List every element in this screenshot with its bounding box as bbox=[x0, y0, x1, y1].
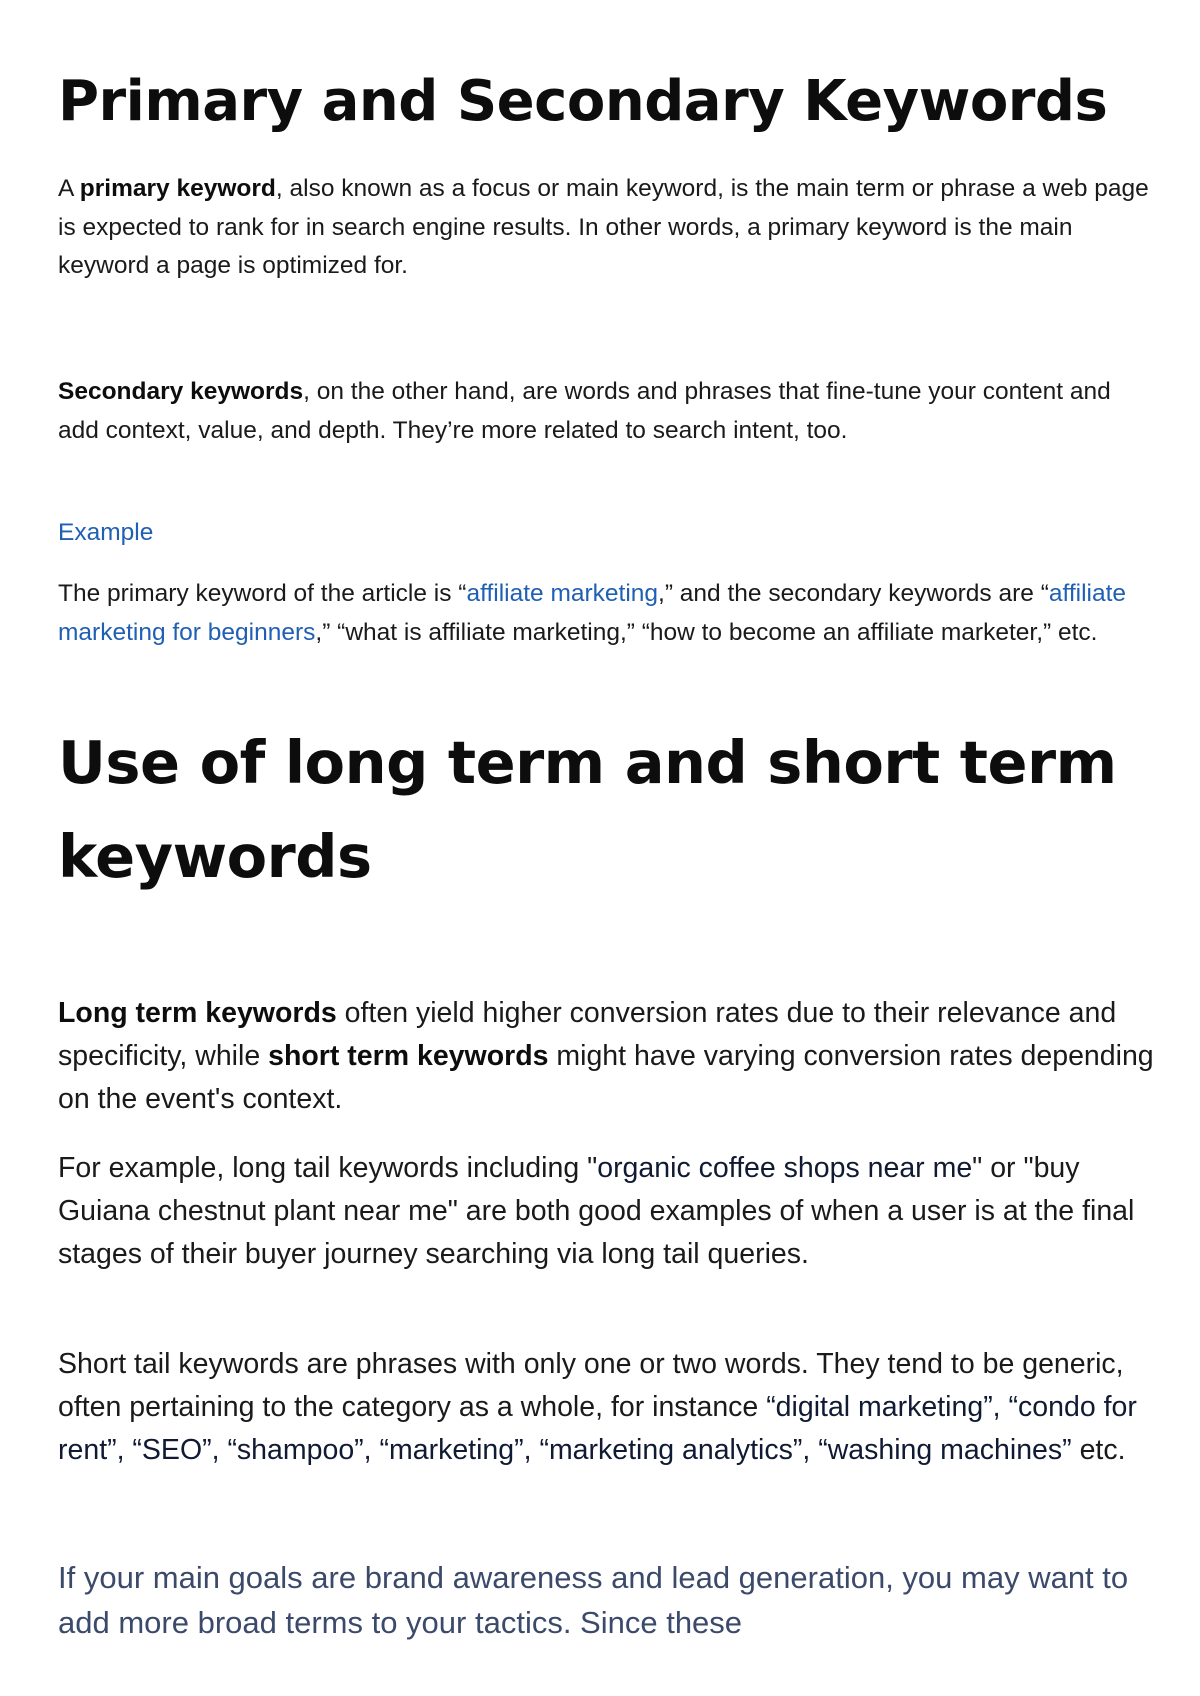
highlight-short-tail-examples: “digital marketing”, “condo for rent”, “SEO”, “shampoo”, “marketing”, “marketing analytics”, “washing machines” bbox=[58, 1391, 1137, 1466]
example-paragraph bbox=[58, 575, 1158, 652]
primary-keyword-paragraph bbox=[58, 170, 1158, 286]
link-affiliate-marketing[interactable]: affiliate marketing bbox=[466, 580, 659, 607]
text-span: etc. bbox=[1071, 1434, 1126, 1466]
text-span: For example, long tail keywords including " bbox=[58, 1152, 598, 1184]
text-span: , on the other hand, are words and phrases that fine-tune your content and add context, value, and depth. They’re more related to search intent, too. bbox=[58, 378, 1111, 444]
example-label: Example bbox=[58, 519, 154, 546]
highlight-organic-coffee-shops: organic coffee shops near me bbox=[597, 1152, 973, 1184]
text-span: , also known as a focus or main keyword, is the main term or phrase a web page is expected to rank for in search engine results. In other words, a primary keyword is the main keyword a page is optimized for. bbox=[58, 175, 1149, 279]
section-heading-long-short-term: Use of long term and short term keywords bbox=[58, 728, 1117, 891]
long-tail-example-paragraph bbox=[58, 1147, 1158, 1276]
section-heading-primary-secondary: Primary and Secondary Keywords bbox=[58, 69, 1108, 134]
text-span: ,” “what is affiliate marketing,” “how to become an affiliate marketer,” etc. bbox=[315, 618, 1098, 646]
text-span: Short tail keywords are phrases with only one or two words. They tend to be generic, often pertaining to the category as a whole, for instance bbox=[58, 1348, 1124, 1423]
text-span: A bbox=[58, 175, 80, 202]
bold-term-short-term-keywords: short term keywords bbox=[268, 1040, 549, 1072]
text-span: often yield higher conversion rates due to their relevance and specificity, while bbox=[58, 997, 1117, 1072]
bold-term-primary-keyword: primary keyword bbox=[79, 175, 276, 202]
text-span: ,” and the secondary keywords are “ bbox=[658, 580, 1049, 607]
text-span: might have varying conversion rates depending on the event's context. bbox=[58, 1040, 1154, 1115]
secondary-keywords-paragraph bbox=[58, 373, 1158, 450]
text-span: The primary keyword of the article is “ bbox=[58, 580, 467, 607]
brand-awareness-paragraph: If your main goals are brand awareness and lead generation, you may want to add more broad terms to your tactics. Since these bbox=[58, 1560, 1129, 1640]
long-term-keywords-paragraph bbox=[58, 992, 1158, 1121]
short-tail-paragraph bbox=[58, 1343, 1158, 1472]
text-span: " or "buy Guiana chestnut plant near me" are both good examples of when a user is at the final stages of their buyer journey searching via long tail queries. bbox=[58, 1152, 1135, 1270]
link-affiliate-marketing-for-beginners[interactable]: affiliate marketing for beginners bbox=[58, 580, 1127, 646]
bold-term-long-term-keywords: Long term keywords bbox=[58, 997, 337, 1029]
bold-term-secondary-keywords: Secondary keywords bbox=[58, 378, 304, 405]
